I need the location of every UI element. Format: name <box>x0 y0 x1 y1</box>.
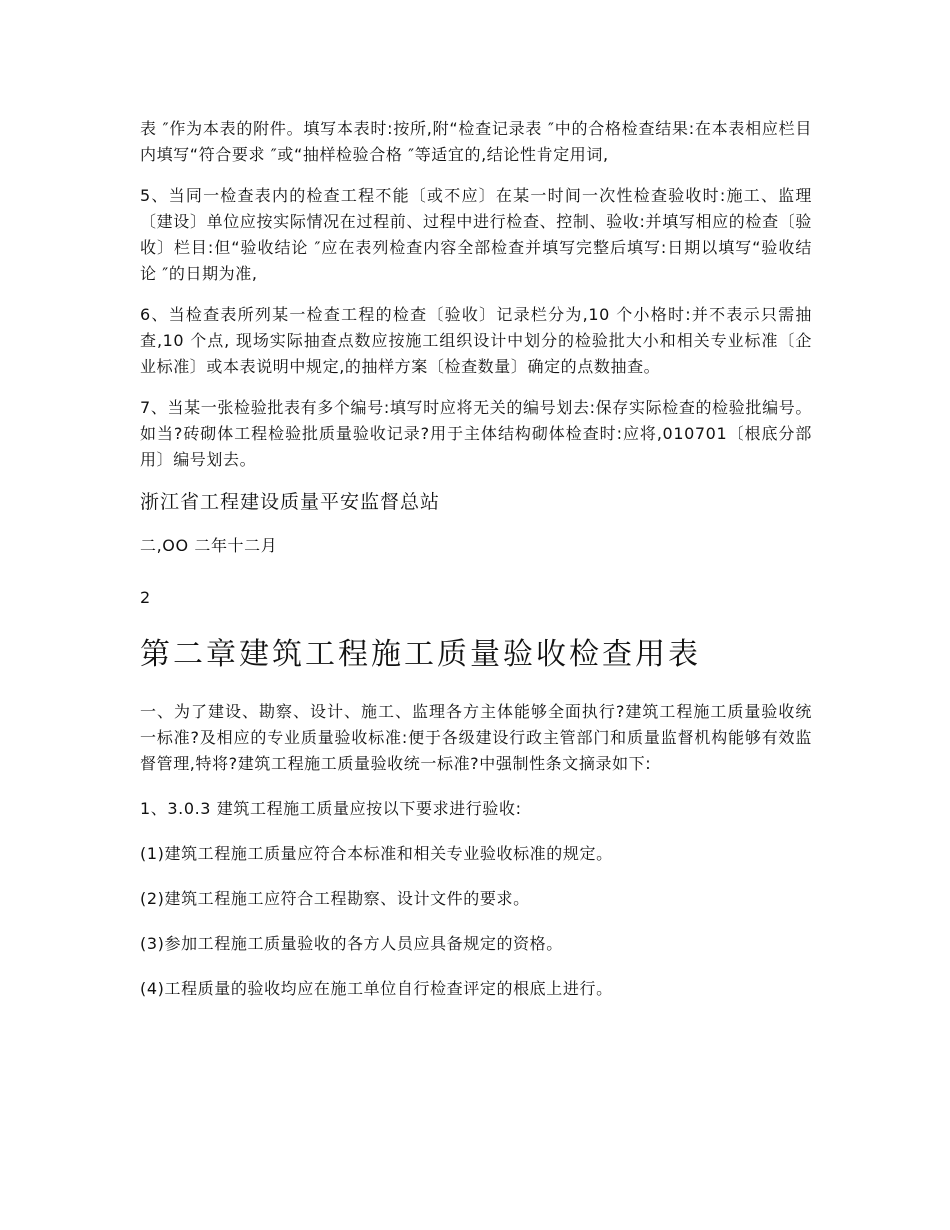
clause-heading: 1、3.0.3 建筑工程施工质量应按以下要求进行验收: <box>140 799 522 818</box>
intro-paragraph: 一、为了建设、勘察、设计、施工、监理各方主体能够全面执行?建筑工程施工质量验收统一标准?及相应的专业质量验收标准:便于各级建设行政主管部门和质量监督机构能够有效监督管理,特将?建筑工程施工质量验收统一标准?中强制性条文摘录如下: <box>140 702 812 773</box>
note-5-paragraph: 5、当同一检查表内的检查工程不能〔或不应〕在某一时间一次性检查验收时:施工、监理〔建设〕单位应按实际情况在过程前、过程中进行检查、控制、验收:并填写相应的检查〔验收〕栏目:但“验收结论 ″应在表列检查内容全部检查并填写完整后填写:日期以填写“验收结论 ″的日期为准, <box>140 186 812 283</box>
continuation-paragraph: 表 ″作为本表的附件。填写本表时:按所,附“检查记录表 ″中的合格检查结果:在本表相应栏目内填写“符合要求 ″或“抽样检验合格 ″等适宜的,结论性肯定用词, <box>140 119 812 164</box>
document-page <box>140 116 812 1021</box>
organization-name: 浙江省工程建设质量平安监督总站 <box>140 491 441 513</box>
requirement-item: (4)工程质量的验收均应在施工单位自行检查评定的根底上进行。 <box>140 979 613 998</box>
issue-date: 二,OO 二年十二月 <box>140 536 278 555</box>
chapter-title: 第二章建筑工程施工质量验收检查用表 <box>140 637 701 672</box>
requirement-item: (3)参加工程施工质量验收的各方人员应具备规定的资格。 <box>140 934 563 953</box>
note-7-paragraph: 7、当某一张检验批表有多个编号:填写时应将无关的编号划去:保存实际检查的检验批编号。如当?砖砌体工程检验批质量验收记录?用于主体结构砌体检查时:应将,010701〔根底分部用〕编号划去。 <box>140 398 812 469</box>
requirement-item: (2)建筑工程施工应符合工程勘察、设计文件的要求。 <box>140 889 530 908</box>
page-number: 2 <box>140 588 151 607</box>
note-6-paragraph: 6、当检查表所列某一检查工程的检查〔验收〕记录栏分为,10 个小格时:并不表示只需抽查,10 个点, 现场实际抽查点数应按施工组织设计中划分的检验批大小和相关专业标准〔企业标准〕或本表说明中规定,的抽样方案〔检查数量〕确定的点数抽查。 <box>140 305 812 376</box>
requirement-item: (1)建筑工程施工质量应符合本标准和相关专业验收标准的规定。 <box>140 844 613 863</box>
